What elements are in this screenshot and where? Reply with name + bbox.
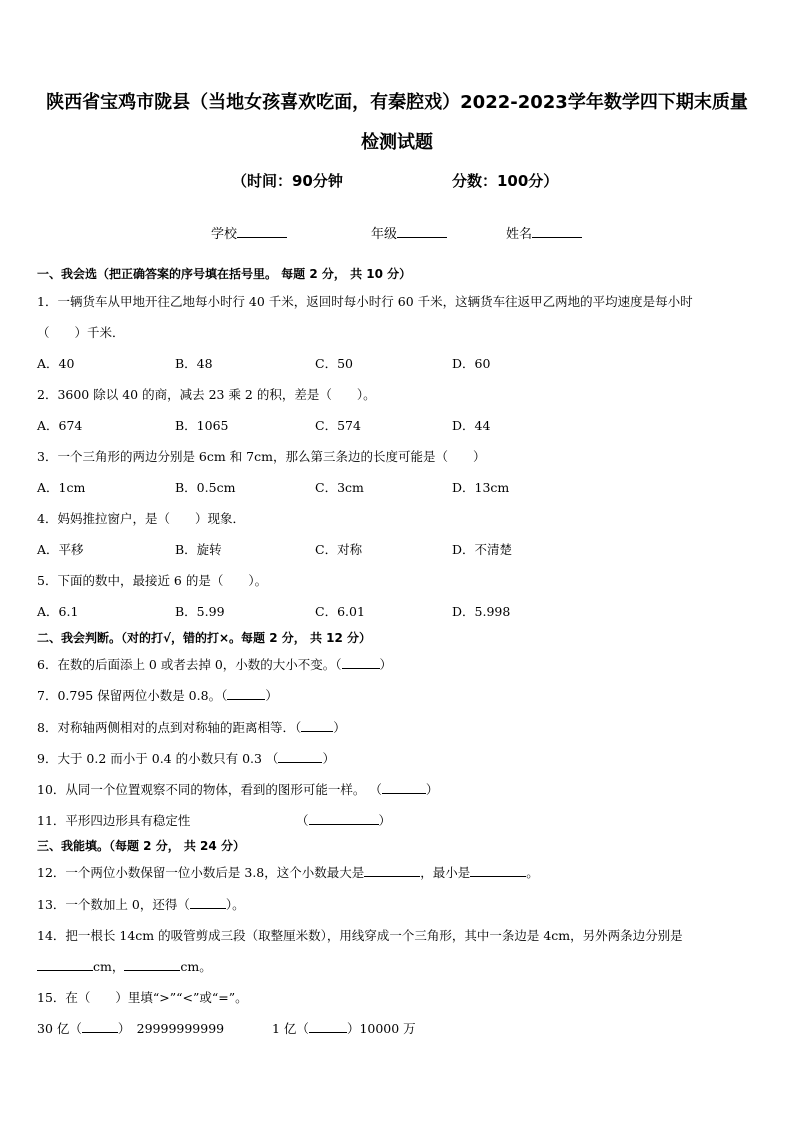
q7-close: ） — [265, 688, 278, 703]
q4-option-b: B．旋转 — [175, 542, 222, 557]
q6-close: ） — [379, 657, 393, 672]
q12-text-c: 。 — [526, 865, 539, 880]
q2-option-b: B．1065 — [175, 418, 229, 433]
q9-answer-blank[interactable] — [278, 750, 322, 763]
q6-text: 6．在数的后面添上 0 或者去掉 0，小数的大小不变。（ — [37, 657, 342, 672]
q6-answer-blank[interactable] — [342, 656, 380, 669]
question-12 — [37, 863, 539, 881]
q12-text-b: ，最小是 — [420, 865, 471, 880]
exam-title-line2: 检测试题 — [361, 132, 433, 153]
q11-text: 11．平形四边形具有稳定性 — [37, 813, 191, 828]
question-14-line2 — [37, 957, 212, 975]
grade-field — [371, 223, 447, 242]
question-7 — [37, 686, 278, 704]
q11-answer — [296, 811, 391, 829]
q15a-text-b: ） 29999999999 — [117, 1021, 225, 1036]
question-13 — [37, 895, 245, 913]
school-blank — [237, 225, 287, 238]
question-11 — [37, 811, 190, 829]
q14-unit1: cm， — [93, 959, 125, 974]
section-1-heading: 一、我会选（把正确答案的序号填在括号里。 每题 2 分， 共 10 分） — [37, 267, 412, 281]
q10-close: ） — [425, 782, 439, 797]
q8-answer-blank[interactable] — [301, 719, 333, 732]
question-5: 5．下面的数中，最接近 6 的是（ ）。 — [37, 573, 268, 588]
grade-blank — [397, 225, 447, 238]
q3-option-b: B．0.5cm — [175, 480, 236, 495]
q9-text: 9．大于 0.2 而小于 0.4 的小数只有 0.3 （ — [37, 751, 279, 766]
q11-open: （ — [296, 813, 309, 828]
q3-option-c: C．3cm — [315, 480, 364, 495]
q5-option-d: D．5.998 — [452, 604, 511, 619]
q14-side1-blank[interactable] — [37, 958, 93, 971]
q5-option-c: C．6.01 — [315, 604, 365, 619]
exam-score: 分数：100分） — [452, 172, 559, 190]
q3-option-a: A．1cm — [37, 480, 86, 495]
section-3-heading: 三、我能填。（每题 2 分， 共 24 分） — [37, 839, 245, 853]
question-1-line1: 1．一辆货车从甲地开往乙地每小时行 40 千米，返回时每小时行 60 千米，这辆货车往返甲乙两地的平均速度是每小时 — [37, 294, 693, 309]
q15b-answer-blank[interactable] — [309, 1020, 347, 1033]
question-3: 3．一个三角形的两边分别是 6cm 和 7cm，那么第三条边的长度可能是（ ） — [37, 449, 486, 464]
q13-text-b: ）。 — [225, 897, 245, 912]
q4-option-d: D．不清楚 — [452, 542, 513, 557]
q14-unit2: cm。 — [180, 959, 212, 974]
q3-option-d: D．13cm — [452, 480, 510, 495]
q1-option-a: A．40 — [37, 356, 75, 371]
name-blank — [532, 225, 582, 238]
question-14-line1: 14．把一根长 14cm 的吸管剪成三段（取整厘米数），用线穿成一个三角形，其中一条边是 4cm，另外两条边分别是 — [37, 928, 683, 943]
name-label: 姓名 — [506, 227, 533, 242]
q5-option-b: B．5.99 — [175, 604, 225, 619]
q11-close: ） — [378, 813, 392, 828]
question-4: 4．妈妈推拉窗户，是（ ）现象． — [37, 511, 245, 526]
q15-part-a — [37, 1019, 224, 1037]
q13-text-a: 13．一个数加上 0，还得（ — [37, 897, 190, 912]
question-10 — [37, 780, 438, 798]
grade-label: 年级 — [371, 227, 398, 242]
q14-side2-blank[interactable] — [124, 958, 180, 971]
q13-answer-blank[interactable] — [190, 896, 226, 909]
q8-close: ） — [333, 720, 346, 735]
question-9 — [37, 749, 335, 767]
exam-time: （时间：90分钟 — [232, 172, 343, 190]
name-field — [506, 223, 582, 242]
q10-text: 10．从同一个位置观察不同的物体，看到的图形可能一样。 （ — [37, 782, 382, 797]
q5-option-a: A．6.1 — [37, 604, 79, 619]
q1-option-d: D．60 — [452, 356, 491, 371]
q15-part-b — [272, 1019, 416, 1037]
q15a-text-a: 30 亿（ — [37, 1021, 82, 1036]
question-1-line2: （ ）千米． — [37, 325, 125, 340]
question-8 — [37, 718, 346, 736]
q2-option-a: A．674 — [37, 418, 83, 433]
q7-text: 7．0.795 保留两位小数是 0.8。（ — [37, 688, 228, 703]
q1-option-c: C．50 — [315, 356, 353, 371]
q4-option-c: C．对称 — [315, 542, 363, 557]
q12-text-a: 12．一个两位小数保留一位小数后是 3.8，这个小数最大是 — [37, 865, 365, 880]
q4-option-a: A．平移 — [37, 542, 84, 557]
q1-option-b: B．48 — [175, 356, 213, 371]
question-6 — [37, 655, 392, 673]
q12-max-blank[interactable] — [364, 864, 420, 877]
q10-answer-blank[interactable] — [382, 781, 426, 794]
q9-close: ） — [322, 751, 335, 766]
q7-answer-blank[interactable] — [227, 687, 265, 700]
school-field — [211, 223, 287, 242]
section-2-heading: 二、我会判断。（对的打√，错的打×。每题 2 分， 共 12 分） — [37, 631, 371, 645]
q2-option-c: C．574 — [315, 418, 361, 433]
question-15: 15．在（ ）里填“>”“<”或“=”。 — [37, 990, 248, 1005]
q12-min-blank[interactable] — [470, 864, 526, 877]
question-2: 2．3600 除以 40 的商，减去 23 乘 2 的积，差是（ ）。 — [37, 387, 376, 402]
q2-option-d: D．44 — [452, 418, 491, 433]
exam-title-line1: 陕西省宝鸡市陇县（当地女孩喜欢吃面，有秦腔戏）2022-2023学年数学四下期末质量 — [46, 92, 748, 113]
q15b-text-b: ）10000 万 — [346, 1021, 416, 1036]
q15b-text-a: 1 亿（ — [272, 1021, 309, 1036]
q15a-answer-blank[interactable] — [82, 1020, 118, 1033]
q11-answer-blank[interactable] — [309, 812, 379, 825]
school-label: 学校 — [211, 227, 238, 242]
q8-text: 8．对称轴两侧相对的点到对称轴的距离相等．（ — [37, 720, 302, 735]
